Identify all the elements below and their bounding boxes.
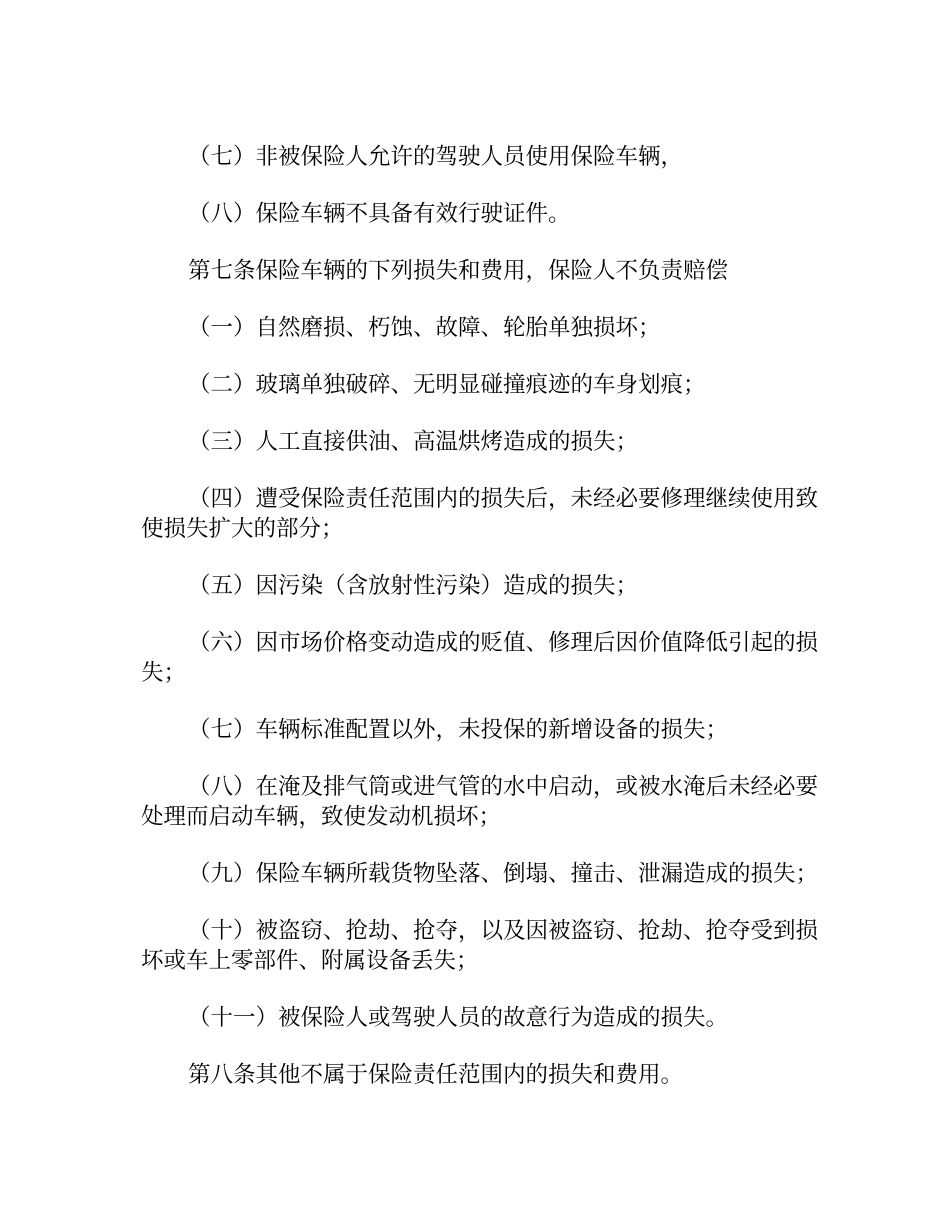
paragraph-exclusion-9: （九）保险车辆所载货物坠落、倒塌、撞击、泄漏造成的损失； <box>188 861 819 887</box>
paragraph-item-7-unauthorized-driver: （七）非被保险人允许的驾驶人员使用保险车辆， <box>188 144 684 170</box>
paragraph-exclusion-1: （一）自然磨损、朽蚀、故障、轮胎单独损坏； <box>188 315 661 341</box>
paragraph-article-8: 第八条其他不属于保险责任范围内的损失和费用。 <box>188 1062 684 1088</box>
paragraph-article-7: 第七条保险车辆的下列损失和费用，保险人不负责赔偿 <box>188 258 729 284</box>
paragraph-exclusion-7: （七）车辆标准配置以外，未投保的新增设备的损失； <box>188 717 729 743</box>
paragraph-exclusion-11: （十一）被保险人或驾驶人员的故意行为造成的损失。 <box>188 1005 729 1031</box>
document-body <box>141 142 821 1117</box>
paragraph-exclusion-8: （八）在淹及排气筒或进气管的水中启动，或被水淹后未经必要处理而启动车辆，致使发动机损坏； <box>141 774 819 830</box>
paragraph-item-8-no-license: （八）保险车辆不具备有效行驶证件。 <box>188 201 571 227</box>
paragraph-exclusion-6: （六）因市场价格变动造成的贬值、修理后因价值降低引起的损失； <box>141 630 819 686</box>
paragraph-exclusion-10: （十）被盗窃、抢劫、抢夺，以及因被盗窃、抢劫、抢夺受到损坏或车上零部件、附属设备丢失； <box>141 918 819 974</box>
paragraph-exclusion-2: （二）玻璃单独破碎、无明显碰撞痕迹的车身划痕； <box>188 372 706 398</box>
paragraph-exclusion-4: （四）遭受保险责任范围内的损失后，未经必要修理继续使用致使损失扩大的部分； <box>141 486 819 542</box>
paragraph-exclusion-3: （三）人工直接供油、高温烘烤造成的损失； <box>188 429 639 455</box>
paragraph-exclusion-5: （五）因污染（含放射性污染）造成的损失； <box>188 573 639 599</box>
